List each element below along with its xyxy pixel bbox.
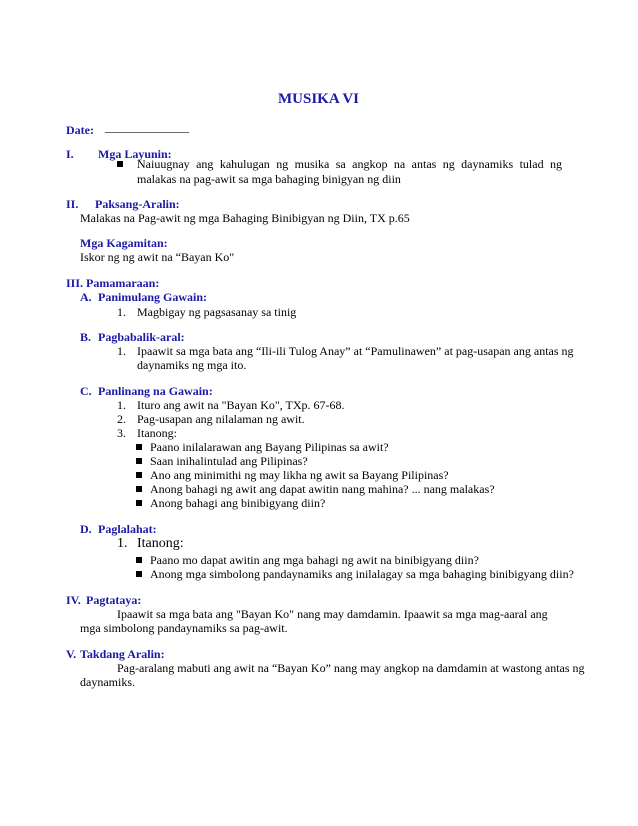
- step-c-item-2-number: 2.: [117, 412, 126, 426]
- materials-line: Iskor ng ng awit na “Bayan Ko": [80, 250, 235, 264]
- section-5-heading: Takdang Aralin:: [80, 647, 165, 661]
- section-3-number: III.: [66, 276, 84, 290]
- square-bullet-icon: [136, 571, 142, 577]
- subject-matter-line: Malakas na Pag-awit ng mga Bahaging Binibigyan ng Diin, TX p.65: [80, 211, 410, 225]
- step-c-item-1-number: 1.: [117, 398, 126, 412]
- step-c-letter: C.: [80, 384, 92, 398]
- step-a-letter: A.: [80, 290, 92, 304]
- step-c-question-1: Paano inilalarawan ang Bayang Pilipinas sa awit?: [150, 440, 389, 454]
- step-c-item-3-number: 3.: [117, 426, 126, 440]
- step-d-question-1: Paano mo dapat awitin ang mga bahagi ng awit na binibigyang diin?: [150, 553, 479, 567]
- step-b-heading: Pagbabalik-aral:: [98, 330, 185, 344]
- square-bullet-icon: [136, 458, 142, 464]
- section-2-number: II.: [66, 197, 79, 211]
- square-bullet-icon: [117, 161, 123, 167]
- section-5-number: V.: [66, 647, 77, 661]
- section-2-heading: Paksang-Aralin:: [95, 197, 180, 211]
- section-4-number: IV.: [66, 593, 81, 607]
- date-blank: ______________: [105, 120, 189, 134]
- objective-line-1: Naiuugnay ang kahulugan ng musika sa angkop na antas ng daynamiks tulad ng: [137, 157, 562, 171]
- section-3-heading: Pamamaraan:: [86, 276, 160, 290]
- step-d-heading: Paglalahat:: [98, 522, 157, 536]
- step-c-question-4: Anong bahagi ng awit ang dapat awitin nang mahina? ... nang malakas?: [150, 482, 495, 496]
- square-bullet-icon: [136, 486, 142, 492]
- page-title: MUSIKA VI: [278, 91, 359, 107]
- step-c-item-3: Itanong:: [137, 426, 177, 440]
- step-c-item-2: Pag-usapan ang nilalaman ng awit.: [137, 412, 305, 426]
- square-bullet-icon: [136, 472, 142, 478]
- date-label: Date:: [66, 123, 94, 137]
- evaluation-line-2: mga simbolong pandaynamiks sa pag-awit.: [80, 621, 288, 635]
- step-a-item-1-number: 1.: [117, 305, 126, 319]
- square-bullet-icon: [136, 557, 142, 563]
- step-c-item-1: Ituro ang awit na "Bayan Ko", TXp. 67-68.: [137, 398, 345, 412]
- square-bullet-icon: [136, 444, 142, 450]
- objective-line-2: malakas na pag-awit sa mga bahaging binigyan ng diin: [137, 172, 401, 186]
- step-d-item-1-number: 1.: [117, 536, 128, 551]
- step-d-question-2: Anong mga simbolong pandaynamiks ang inilalagay sa mga bahaging binibigyang diin?: [150, 567, 574, 581]
- step-b-item-1-number: 1.: [117, 344, 126, 358]
- step-c-question-3: Ano ang minimithi ng may likha ng awit sa Bayang Pilipinas?: [150, 468, 449, 482]
- step-b-item-1-line-1: Ipaawit sa mga bata ang “Ili-ili Tulog Anay” at “Pamulinawen” at pag-usapan ang antas ng: [137, 344, 574, 358]
- step-c-question-2: Saan inihalintulad ang Pilipinas?: [150, 454, 308, 468]
- section-4-heading: Pagtataya:: [86, 593, 142, 607]
- evaluation-line-1: Ipaawit sa mga bata ang "Bayan Ko" nang may damdamin. Ipaawit sa mga mag-aaral ang: [117, 607, 548, 621]
- section-1-number: I.: [66, 147, 74, 161]
- step-c-question-5: Anong bahagi ang binibigyang diin?: [150, 496, 326, 510]
- step-b-item-1-line-2: daynamiks ng mga ito.: [137, 358, 247, 372]
- assignment-line-1: Pag-aralang mabuti ang awit na “Bayan Ko” nang may angkop na damdamin at wastong antas ng: [117, 661, 585, 675]
- assignment-line-2: daynamiks.: [80, 675, 135, 689]
- materials-heading: Mga Kagamitan:: [80, 236, 168, 250]
- square-bullet-icon: [136, 500, 142, 506]
- step-b-letter: B.: [80, 330, 92, 344]
- step-d-item-1: Itanong:: [137, 536, 184, 551]
- step-c-heading: Panlinang na Gawain:: [98, 384, 213, 398]
- step-a-item-1: Magbigay ng pagsasanay sa tinig: [137, 305, 297, 319]
- section-1-heading: Mga Layunin:: [98, 147, 172, 161]
- step-a-heading: Panimulang Gawain:: [98, 290, 208, 304]
- step-d-letter: D.: [80, 522, 92, 536]
